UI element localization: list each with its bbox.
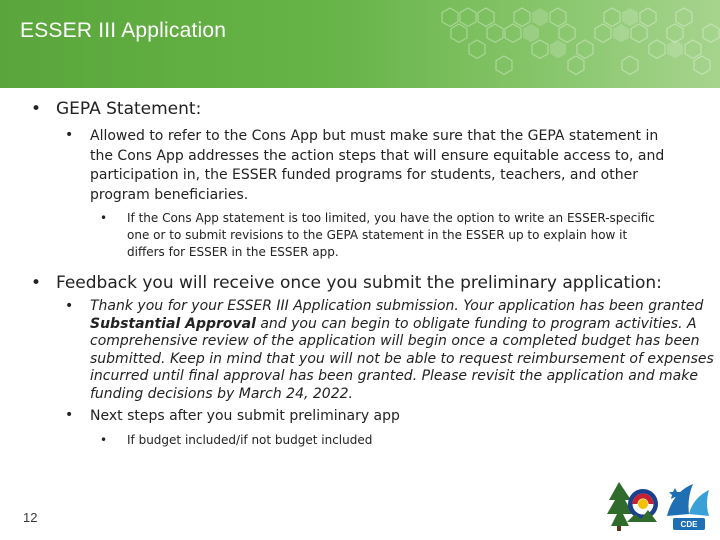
bullet-icon: • [65, 298, 74, 314]
gepa-detail-line: If the Cons App statement is too limited, you have the option to write an ESSER-specific [127, 211, 655, 225]
bullet-icon: • [65, 127, 74, 143]
approval-status: Substantial Approval [90, 315, 256, 332]
bullet-icon: • [31, 99, 42, 119]
feedback-message-line: incurred until final approval has been granted. Please revisit the application and make [90, 368, 698, 384]
next-steps-text: Next steps after you submit preliminary app [90, 408, 400, 424]
footer-logos [605, 474, 715, 534]
gepa-sub-line: Allowed to refer to the Cons App but must make sure that the GEPA statement in [90, 128, 659, 144]
title-bar [0, 0, 720, 88]
slide-number: 12 [23, 510, 38, 525]
feedback-message-line: comprehensive review of the application will begin once a completed budget has been [90, 333, 700, 349]
next-steps-detail: If budget included/if not budget included [127, 433, 373, 447]
cde-logo-icon [663, 476, 715, 532]
feedback-heading: Feedback you will receive once you submit the preliminary application: [56, 273, 662, 293]
feedback-message-line: submitted. Keep in mind that you will not be able to request reimbursement of expenses [90, 350, 714, 367]
feedback-message-line: funding decisions by March 24, 2022. [90, 385, 353, 402]
bullet-icon: • [100, 433, 108, 447]
feedback-message-line: Thank you for your ESSER III Application submission. Your application has been granted [90, 298, 704, 314]
gepa-heading: GEPA Statement: [56, 99, 202, 119]
gepa-sub-line: program beneficiaries. [90, 186, 249, 203]
gepa-sub-line: the Cons App addresses the action steps that will ensure equitable access to, and [90, 147, 665, 164]
hexagon-pattern-icon [420, 0, 720, 88]
cde-label: CDE [680, 520, 698, 529]
bullet-icon: • [31, 273, 42, 293]
bullet-icon: • [100, 211, 108, 225]
gepa-detail-line: one or to submit revisions to the GEPA statement in the ESSER up to explain how it [127, 228, 628, 242]
gepa-detail-line: differs for ESSER in the ESSER app. [127, 245, 339, 259]
gepa-sub-line: participation in, the ESSER funded programs for students, teachers, and other [90, 167, 638, 183]
bullet-icon: • [65, 407, 74, 423]
slide-title: ESSER III Application [20, 19, 227, 42]
feedback-message-fragment: and you can begin to obligate funding to program activities. A [255, 315, 697, 332]
